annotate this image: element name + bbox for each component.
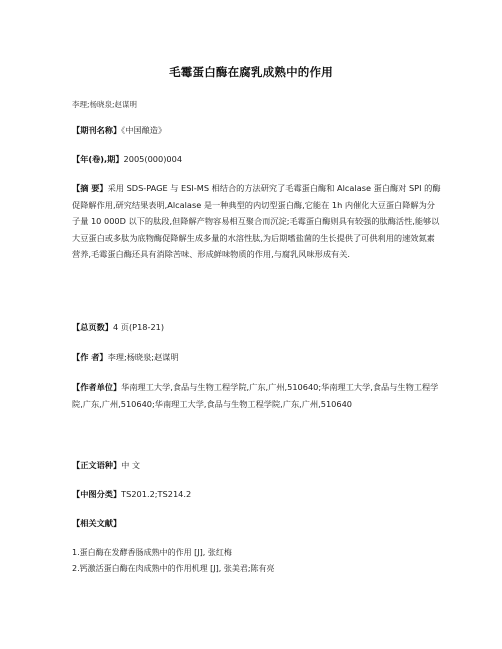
abstract-value: 采用 SDS-PAGE 与 ESI-MS 相结合的方法研究了毛霉蛋白酶和 Alcalase 蛋白酶对 SPI 的酶促降解作用,研究结果表明,Alcalase 是一种典型的内切型蛋白酶,它能在 1h 内催化大豆蛋白降解为分子量 10 000D 以下的肽段,但降解产物容易相互聚合而沉淀;毛霉蛋白酶则具有较强的肽酶活性,能够以大豆蛋白或多肽为底物酶促降解生成多量的水溶性肽,为后期嗜盐菌的生长提供了可供利用的速效氮素营养,毛霉蛋白酶还具有消除苦味、形成鲜味物质的作用,与腐乳风味形成有关. [72,183,441,259]
pages-value: 4 页(P18-21) [112,322,165,332]
language-label: 【正文语种】 [72,460,122,470]
year-issue-label: 【年(卷),期】 [72,154,124,164]
author-field-label: 【作 者】 [72,352,108,362]
related-heading [72,515,442,532]
related-label: 【相关文献】 [72,518,122,528]
reference-item[interactable]: 1.蛋白酶在发酵香肠成熟中的作用 [J], 张红梅 [72,548,232,557]
affiliation-field [72,379,442,412]
year-issue-field [72,151,442,168]
pages-field [72,319,442,336]
classification-label: 【中图分类】 [72,489,122,499]
classification-value: TS201.2;TS214.2 [121,489,192,499]
reference-list [72,545,275,577]
journal-label: 【期刊名称】 [72,125,122,135]
reference-item[interactable]: 2.钙激活蛋白酶在肉成熟中的作用机理 [J], 张美君;陈有亮 [72,564,275,573]
document-title: 毛霉蛋白酶在腐乳成熟中的作用 [169,65,333,79]
author-field-value: 李理;杨晓泉;赵谋明 [107,352,179,362]
author-line: 李理;杨晓泉;赵谋明 [72,100,138,109]
abstract-label: 【摘 要】 [72,183,108,193]
language-value: 中 文 [121,460,141,470]
journal-value: 《中国酿造》 [121,125,167,135]
affiliation-value: 华南理工大学,食品与生物工程学院,广东,广州,510640;华南理工大学,食品与生物工程学院,广东,广州,510640;华南理工大学,食品与生物工程学院,广东,广州,510640 [72,382,439,409]
language-field [72,457,442,474]
author-field [72,349,442,366]
classification-field [72,486,442,503]
pages-label: 【总页数】 [72,322,113,332]
abstract-field [72,180,442,263]
affiliation-label: 【作者单位】 [72,382,122,392]
year-issue-value: 2005(000)004 [123,154,183,164]
journal-field [72,122,442,139]
